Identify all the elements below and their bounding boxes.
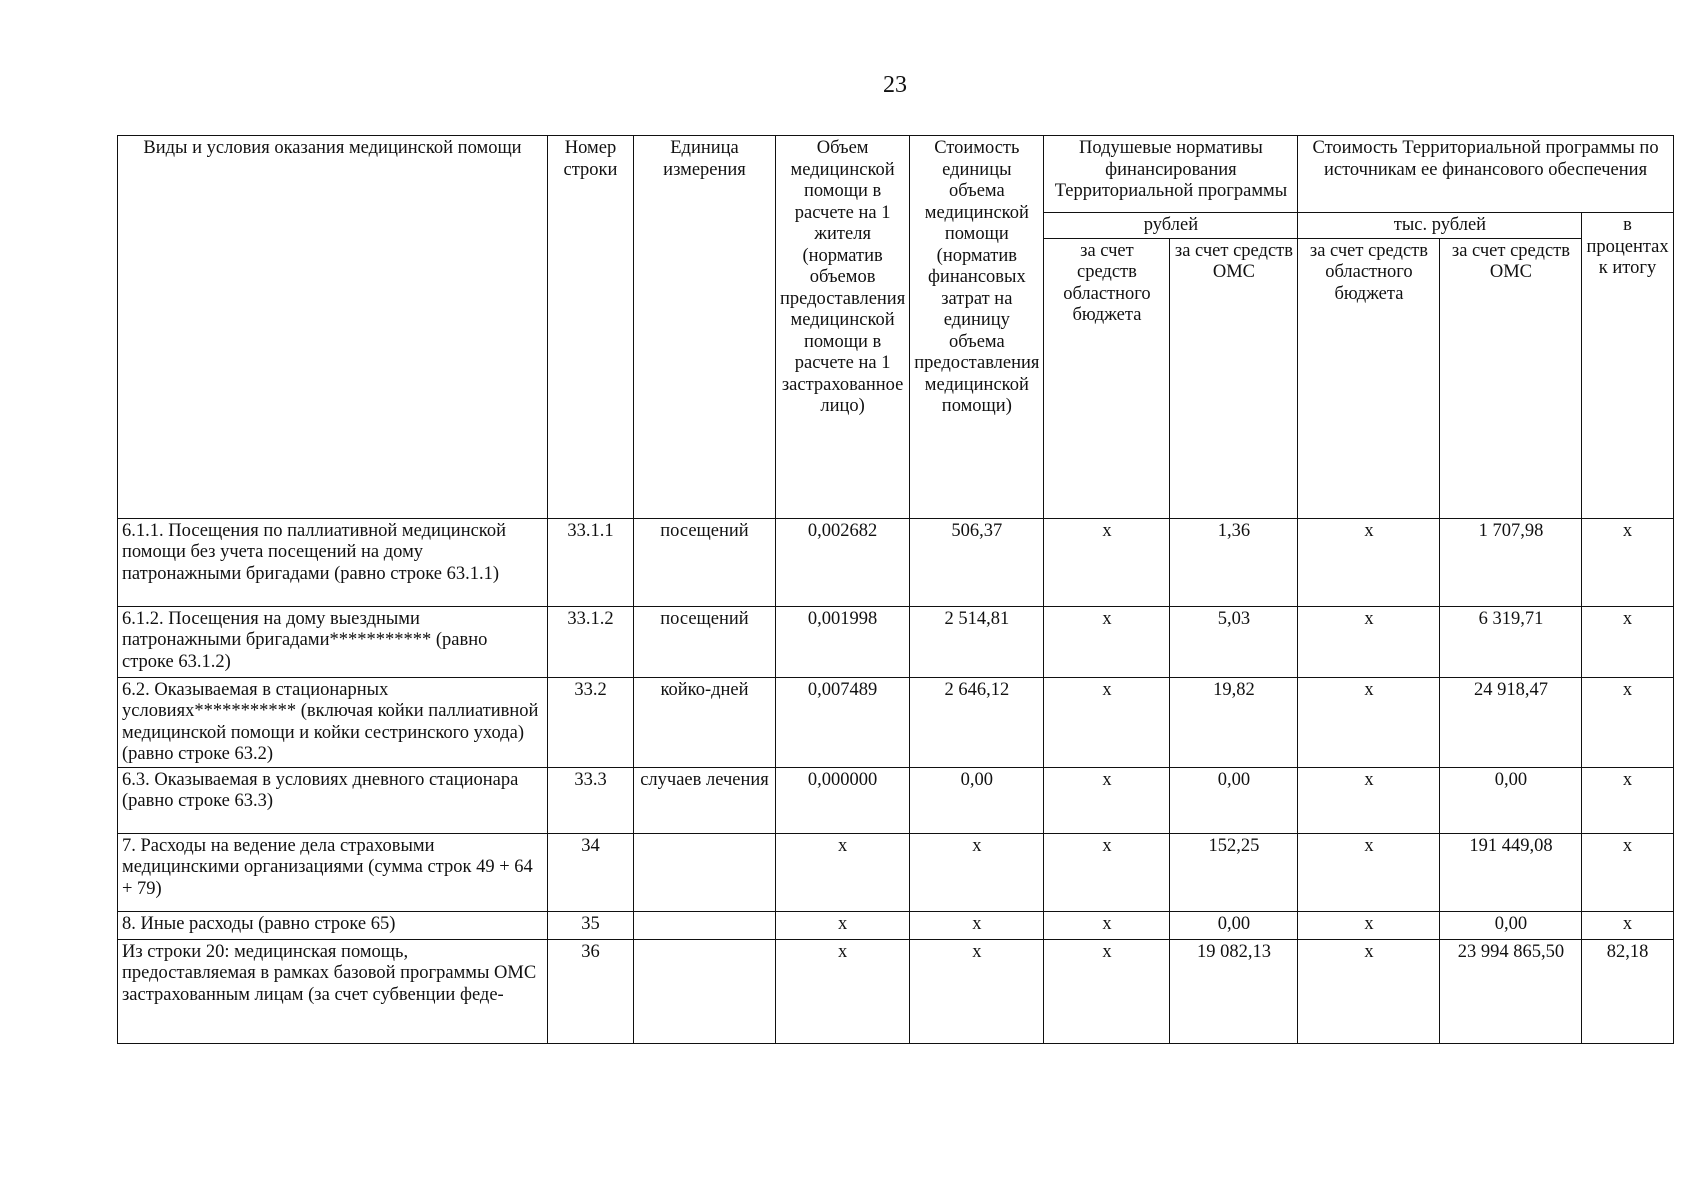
row-unit: койко-дней <box>634 677 776 767</box>
row-volume: х <box>776 911 910 939</box>
row-number: 36 <box>548 939 634 1043</box>
row-total-oms: 191 449,08 <box>1440 833 1582 911</box>
row-pc-oms: 0,00 <box>1170 767 1298 833</box>
row-number: 35 <box>548 911 634 939</box>
row-name: 6.2. Оказываемая в стационарных условиях*********** (включая койки паллиативной медицинской помощи и койки сестринского ухода) (равно строке 63.2) <box>118 677 548 767</box>
row-percent: х <box>1582 606 1673 677</box>
header-unit: Единица измерения <box>634 136 776 519</box>
row-cost: 506,37 <box>910 518 1044 606</box>
row-pc-oms: 1,36 <box>1170 518 1298 606</box>
row-pc-oms: 152,25 <box>1170 833 1298 911</box>
row-percent: х <box>1582 677 1673 767</box>
row-cost: 2 646,12 <box>910 677 1044 767</box>
row-number: 33.1.1 <box>548 518 634 606</box>
row-name: Из строки 20: медицинская помощь, предоставляемая в рамках базовой программы ОМС застрахованным лицам (за счет субвенции феде- <box>118 939 548 1043</box>
header-service-type: Виды и условия оказания медицинской помощи <box>118 136 548 519</box>
row-number: 33.2 <box>548 677 634 767</box>
row-unit <box>634 939 776 1043</box>
header-row-number: Номер строки <box>548 136 634 519</box>
row-pc-budget: х <box>1044 767 1170 833</box>
row-cost: 0,00 <box>910 767 1044 833</box>
row-cost: х <box>910 911 1044 939</box>
row-total-budget: х <box>1298 606 1440 677</box>
row-total-oms: 24 918,47 <box>1440 677 1582 767</box>
row-name: 8. Иные расходы (равно строке 65) <box>118 911 548 939</box>
row-pc-oms: 19,82 <box>1170 677 1298 767</box>
table-row <box>118 939 1674 1043</box>
header-row-1 <box>118 136 1674 213</box>
row-total-budget: х <box>1298 911 1440 939</box>
row-total-budget: х <box>1298 939 1440 1043</box>
row-cost: х <box>910 833 1044 911</box>
table-row <box>118 767 1674 833</box>
row-unit: посещений <box>634 518 776 606</box>
table-row <box>118 606 1674 677</box>
row-total-oms: 23 994 865,50 <box>1440 939 1582 1043</box>
row-unit <box>634 833 776 911</box>
row-volume: 0,002682 <box>776 518 910 606</box>
row-unit: посещений <box>634 606 776 677</box>
row-pc-oms: 0,00 <box>1170 911 1298 939</box>
row-pc-budget: х <box>1044 939 1170 1043</box>
row-pc-oms: 19 082,13 <box>1170 939 1298 1043</box>
header-pc-oms: за счет средств ОМС <box>1170 238 1298 518</box>
row-cost: 2 514,81 <box>910 606 1044 677</box>
table-row <box>118 518 1674 606</box>
header-percent: в процентах к итогу <box>1582 213 1673 519</box>
row-number: 33.3 <box>548 767 634 833</box>
row-name: 6.3. Оказываемая в условиях дневного стационара (равно строке 63.3) <box>118 767 548 833</box>
table-row <box>118 911 1674 939</box>
row-unit <box>634 911 776 939</box>
row-percent: х <box>1582 518 1673 606</box>
row-total-oms: 0,00 <box>1440 911 1582 939</box>
row-name: 6.1.1. Посещения по паллиативной медицинской помощи без учета посещений на дому патронажными бригадами (равно строке 63.1.1) <box>118 518 548 606</box>
page-number: 23 <box>883 72 907 98</box>
row-number: 34 <box>548 833 634 911</box>
header-unit-rubles: рублей <box>1044 213 1298 239</box>
header-per-capita-group: Подушевые нормативы финансирования Территориальной программы <box>1044 136 1298 213</box>
row-volume: х <box>776 833 910 911</box>
row-total-oms: 6 319,71 <box>1440 606 1582 677</box>
row-pc-budget: х <box>1044 518 1170 606</box>
row-pc-budget: х <box>1044 677 1170 767</box>
row-total-budget: х <box>1298 677 1440 767</box>
row-total-oms: 1 707,98 <box>1440 518 1582 606</box>
row-volume: 0,007489 <box>776 677 910 767</box>
row-percent: х <box>1582 911 1673 939</box>
header-unit-thousand-rubles: тыс. рублей <box>1298 213 1582 239</box>
financing-table <box>117 135 1674 1044</box>
row-pc-budget: х <box>1044 606 1170 677</box>
row-total-oms: 0,00 <box>1440 767 1582 833</box>
row-cost: х <box>910 939 1044 1043</box>
row-pc-budget: х <box>1044 911 1170 939</box>
row-total-budget: х <box>1298 833 1440 911</box>
row-percent: 82,18 <box>1582 939 1673 1043</box>
table-row <box>118 833 1674 911</box>
header-total-oms: за счет средств ОМС <box>1440 238 1582 518</box>
row-unit: случаев лечения <box>634 767 776 833</box>
row-number: 33.1.2 <box>548 606 634 677</box>
row-volume: х <box>776 939 910 1043</box>
row-pc-oms: 5,03 <box>1170 606 1298 677</box>
header-unit-cost: Стоимость единицы объема медицинской помощи (норматив финансовых затрат на единицу объема предоставления медицинской помощи) <box>910 136 1044 519</box>
row-percent: х <box>1582 833 1673 911</box>
row-total-budget: х <box>1298 518 1440 606</box>
row-percent: х <box>1582 767 1673 833</box>
header-total-budget: за счет средств областного бюджета <box>1298 238 1440 518</box>
row-total-budget: х <box>1298 767 1440 833</box>
row-name: 7. Расходы на ведение дела страховыми медицинскими организациями (сумма строк 49 + 64 + 79) <box>118 833 548 911</box>
table-row <box>118 677 1674 767</box>
header-volume: Объем медицинской помощи в расчете на 1 жителя (норматив объемов предоставления медицинской помощи в расчете на 1 застрахованное лицо) <box>776 136 910 519</box>
row-volume: 0,001998 <box>776 606 910 677</box>
row-pc-budget: х <box>1044 833 1170 911</box>
header-program-cost-group: Стоимость Территориальной программы по источникам ее финансового обеспечения <box>1298 136 1673 213</box>
row-volume: 0,000000 <box>776 767 910 833</box>
header-pc-budget: за счет средств областного бюджета <box>1044 238 1170 518</box>
row-name: 6.1.2. Посещения на дому выездными патронажными бригадами*********** (равно строке 63.1.2) <box>118 606 548 677</box>
